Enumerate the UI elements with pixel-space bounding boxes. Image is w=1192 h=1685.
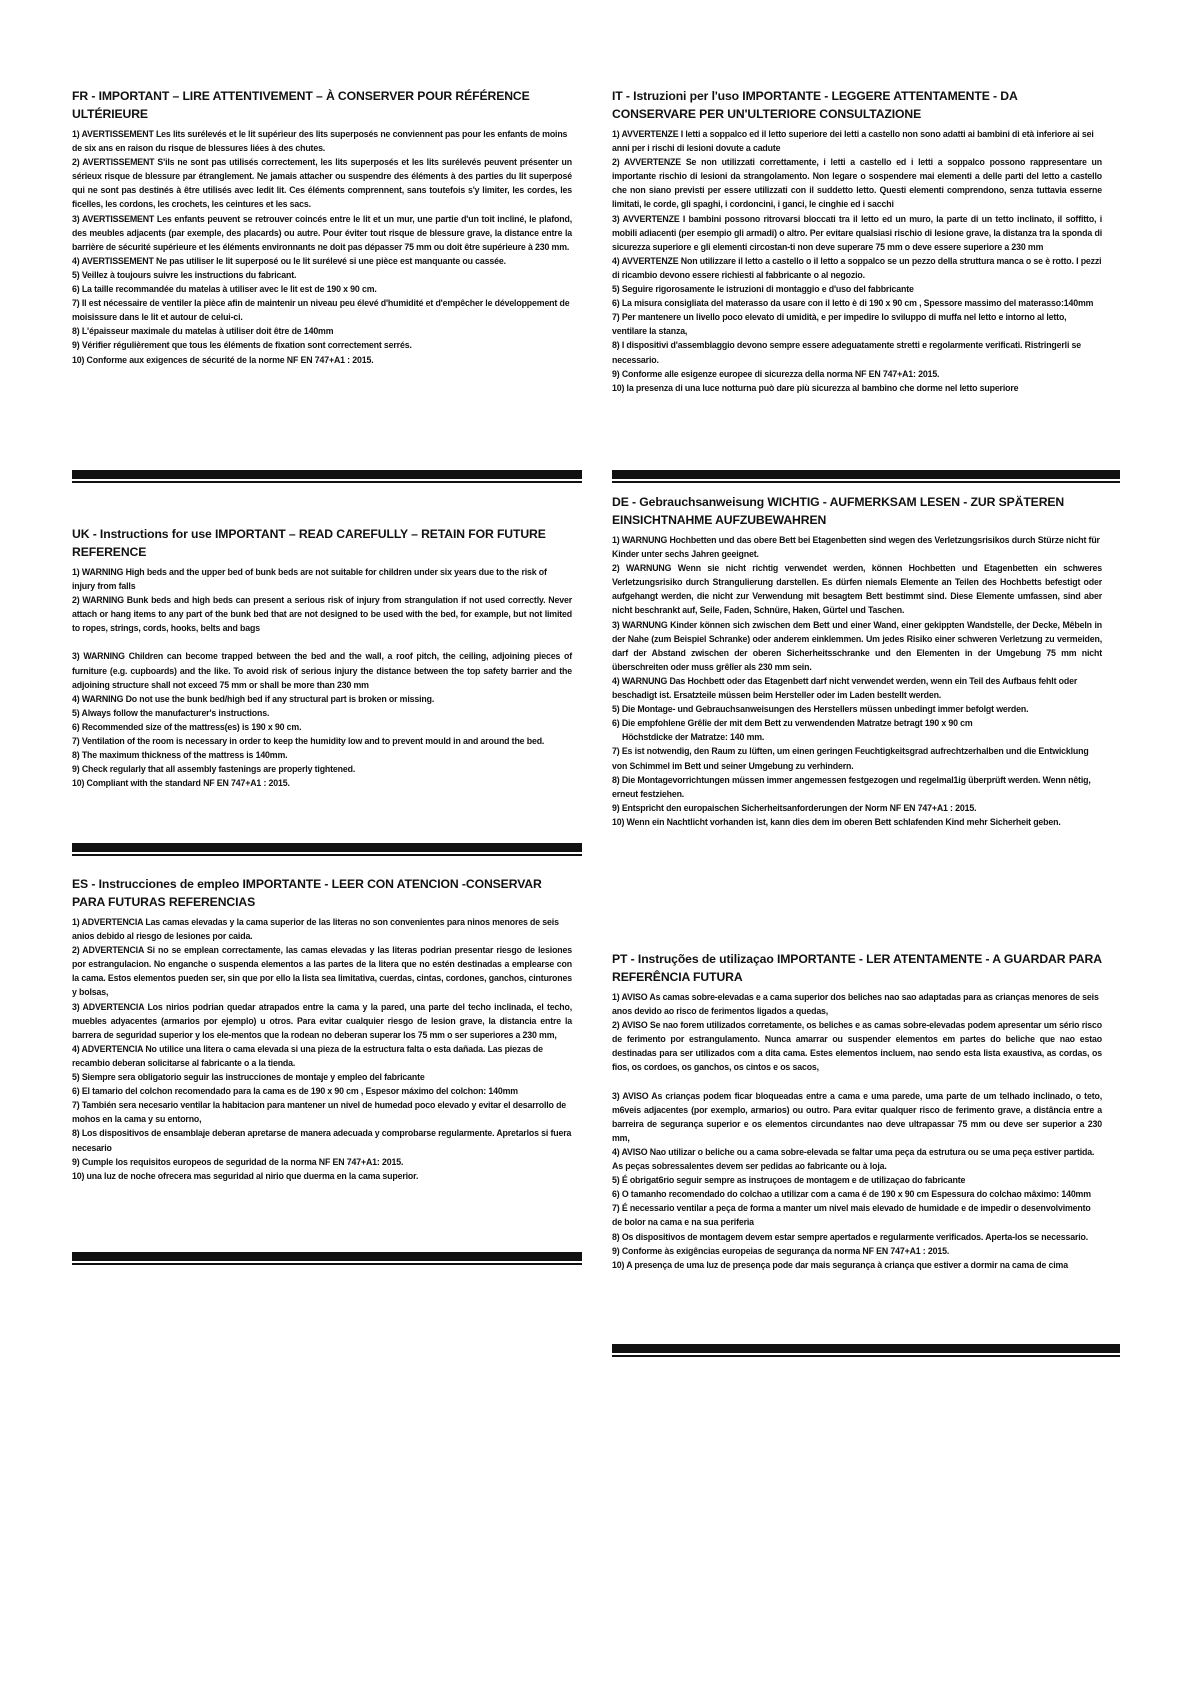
fr-item-10: 10) Conforme aux exigences de sécurité de la norme NF EN 747+A1 : 2015.: [72, 354, 374, 365]
de-item-1: 1) WARNUNG Hochbetten und das obere Bett bei Etagenbetten sind wegen des Verletzungsrisikos durch Stürze nicht für Kinder unter sechs Jahren geeignet.: [612, 535, 1100, 560]
de-item-4: 4) WARNUNG Das Hochbett oder das Etagenbett darf nicht verwendet werden, wenn ein Teil des Aufbaus fehlt oder beschadigt ist. Ersatzteile müssen beim Hersteller oder im Laden bestellt werden.: [612, 675, 1078, 701]
pt-item-1: 1) AVISO As camas sobre-elevadas e a cama superior dos beliches nao sao adaptadas para as crianças menores de seis anos devido ao risco de ferimentos ligados a quedas,: [612, 992, 1099, 1017]
uk-item-4: 4) WARNING Do not use the bunk bed/high bed if any structural part is broken or missing.: [72, 693, 435, 704]
divider-pt: [612, 1344, 1120, 1353]
pt-item-9: 9) Conforme às exigências europeias de segurança da norma NF EN 747+A1 : 2015.: [612, 1245, 950, 1256]
es-item-9: 9) Cumple los requisitos europeos de seguridad de la norma NF EN 747+A1: 2015.: [72, 1156, 404, 1167]
uk-item-7: 7) Ventilation of the room is necessary in order to keep the humidity low and to prevent mould in and around the bed.: [72, 736, 545, 747]
pt-item-3: 3) AVISO As crianças podem ficar bloqueadas entre a cama e uma parede, uma parte de um telhado inclinado, o teto, m6veis adjacentes (por exemplo, armarios) ou outro. Para evitar qualquer risco de ferimento grave, a distância entre a barreira de segurança superior e os elementos circundantes nao deve ultrapassar 75 mm ou deve ser superior a 230 mm,: [612, 1090, 1102, 1143]
de-item-10: 10) Wenn ein Nachtlicht vorhanden ist, kann dies dem im oberen Bett schlafenden Kind mehr Sicherheit geben.: [612, 816, 1061, 827]
section-it-title: IT - Istruzioni per l'uso IMPORTANTE - LEGGERE ATTENTAMENTE - DA CONSERVARE PER UN'ULTERIORE CONSULTAZIONE: [612, 89, 1018, 121]
divider-fr: [72, 470, 582, 479]
es-item-8: 8) Los dispositivos de ensamblaje deberan apretarse de manera adecuada y comprobarse regularmente. Apretarlos si fuera necesario: [72, 1128, 572, 1153]
fr-item-3: 3) AVERTISSEMENT Les enfants peuvent se retrouver coincés entre le lit et un mur, une partie d'un toit incliné, le plafond, des meubles adjacents (par exemple, des placards) ou autre. Pour éviter tout risque de blessure grave, la distance entre la barrière de sécurité supérieure et les éléments environnants ne doit pas dépasser 75 mm ou doit être supérieure à 230 mm.: [72, 213, 572, 252]
de-item-5: 5) Die Montage- und Gebrauchsanweisungen des Herstellers müssen unbedingt immer befolgt werden.: [612, 704, 1029, 715]
es-item-6: 6) El tamario del colchon recomendado para la cama es de 190 x 90 cm , Espesor máximo del colchon: 140mm: [72, 1086, 518, 1097]
uk-item-3: 3) WARNING Children can become trapped between the bed and the wall, a roof pitch, the ceiling, adjoining pieces of furniture (e.g. cupboards) and the like. To avoid risk of serious injury the distance between the top safety barrier and the adjoining structure shall not exceed 75 mm or shall be more than 230 mm: [72, 651, 572, 690]
es-item-2: 2) ADVERTENCIA Si no se emplean correctamente, las camas elevadas y las literas podrian presentar riesgo de lesiones por estrangulacion. No enganche o suspenda elementos a las partes de la litera que no estén destinadas a emplearse con la cama. Estos elementos pueden ser, sin que por ello la lista sea limitativa, cuerdas, cintas, cordones, ganchos, cinturones y bolsas,: [72, 945, 572, 998]
de-item-6-note: Höchstdicke der Matratze: 140 mm.: [622, 732, 765, 743]
section-es: [72, 875, 572, 1183]
pt-item-6: 6) O tamanho recomendado do colchao a utilizar com a cama é de 190 x 90 cm Espessura do colchao mâximo: 140mm: [612, 1189, 1091, 1200]
uk-item-2: 2) WARNING Bunk beds and high beds can present a serious risk of injury from strangulation if not used correctly. Never attach or hang items to any part of the bunk bed that are not designed to be used with the bed, for example, but not limited to ropes, strings, cords, hooks, belts and bags: [72, 595, 572, 634]
section-pt: [612, 950, 1102, 1272]
uk-item-9: 9) Check regularly that all assembly fastenings are properly tightened.: [72, 764, 356, 775]
fr-item-4: 4) AVERTISSEMENT Ne pas utiliser le lit superposé ou le lit surélevé si une pièce est manquante ou cassée.: [72, 255, 506, 266]
pt-item-8: 8) Os dispositivos de montagem devem estar sempre apertados e regularmente verificados. Aperta-los se necessario.: [612, 1231, 1089, 1242]
fr-item-9: 9) Vérifier régulièrement que tous les éléments de fixation sont correctement serrés.: [72, 340, 412, 351]
it-item-5: 5) Seguire rigorosamente le istruzioni di montaggio e d'uso del fabbricante: [612, 284, 914, 295]
fr-item-2: 2) AVERTISSEMENT S'ils ne sont pas utilisés correctement, les lits superposés et les lits surélevés peuvent présenter un sérieux risque de blessure par étranglement. Ne jamais attacher ou suspendre des éléments à des parties du lit superposé qui ne sont pas destinés à être utilisés avec ledit lit. Ces éléments comprennent, sans toutefois s'y limiter, les cordes, les ficelles, les cordons, les crochets, les ceintures et les sacs.: [72, 157, 572, 210]
es-item-7: 7) También sera necesario ventilar la habitacion para mantener un nivel de humedad poco elevado y evitar el desarrollo de mohos en la cama y su entorno,: [72, 1100, 567, 1125]
section-fr-title: FR - IMPORTANT – LIRE ATTENTIVEMENT – À CONSERVER POUR RÉFÉRENCE ULTÉRIEURE: [72, 89, 530, 121]
de-item-7: 7) Es ist notwendig, den Raum zu lüften, um einen geringen Feuchtigkeitsgrad aufrechtzerhalben und die Entwicklung von Schimmel im Bett und seiner Umgebung zu verhindern.: [612, 746, 1089, 771]
section-it: [612, 87, 1102, 395]
it-item-7: 7) Per mantenere un livello poco elevato di umidità, e per impedire lo sviluppo di muffa nel letto e intorno al letto, ventilare la stanza,: [612, 312, 1067, 337]
fr-item-8: 8) L'épaisseur maximale du matelas à utiliser doit être de 140mm: [72, 326, 334, 337]
it-item-4: 4) AVVERTENZE Non utilizzare il letto a castello o il letto a soppalco se un pezzo della struttura manca o se è rotto. I pezzi di ricambio devono essere richiesti al fabbricante o al negozio.: [612, 255, 1102, 280]
fr-item-1: 1) AVERTISSEMENT Les lits surélevés et le lit supérieur des lits superposés ne conviennent pas pour les enfants de moins de six ans en raison du risque de blessures liées à des chutes.: [72, 129, 568, 154]
divider-uk: [72, 843, 582, 852]
section-uk: [72, 525, 572, 790]
it-item-10: 10) la presenza di una luce notturna può dare più sicurezza al bambino che dorme nel letto superiore: [612, 382, 1019, 393]
uk-item-10: 10) Compliant with the standard NF EN 747+A1 : 2015.: [72, 778, 290, 789]
de-item-9: 9) Entspricht den europaischen Sicherheitsanforderungen der Norm NF EN 747+A1 : 2015.: [612, 802, 977, 813]
section-de: [612, 493, 1102, 829]
de-item-2: 2) WARNUNG Wenn sie nicht richtig verwendet werden, können Hochbetten und Etagenbetten ein schweres Verletzungsrisiko durch Strangulierung darstellen. Es dürfen niemals Elemente an Teilen des Hochbetts befestigt oder aufgehangt werden, die nicht zur Verwendung mit besagtem Bett bestimmt sind. Diese Elemente umfassen, sind aber nicht beschrankt auf, Seile, Faden, Schnüre, Haken, Gürtel und Taschen.: [612, 563, 1102, 616]
it-item-9: 9) Conforme alle esigenze europee di sicurezza della norma NF EN 747+A1: 2015.: [612, 368, 940, 379]
divider-es: [72, 1252, 582, 1261]
section-de-title: DE - Gebrauchsanweisung WICHTIG - AUFMERKSAM LESEN - ZUR SPÄTEREN EINSICHTNAHME AUFZUBEWAHREN: [612, 495, 1065, 527]
es-item-4: 4) ADVERTENCIA No utilice una litera o cama elevada si una pieza de la estructura falta o esta dañada. Las piezas de recambio deberan solicitarse al fabricante o a la tienda.: [72, 1043, 543, 1068]
de-item-3: 3) WARNUNG Kinder können sich zwischen dem Bett und einer Wand, einer gekippten Wandstelle, der Decke, Mêbeln in der Nahe (zum Beispiel Schranke) oder anderem einklemmen. Um jedes Risiko einer schweren Verletzung zu vermeiden, darf der Abstand zwischen der oberen Sicherheitsschranke und den Elementen in der Umgebung 75 mm nicht überschreiten oder muss grêlîer als 230 mm sein.: [612, 619, 1102, 672]
fr-item-5: 5) Veillez à toujours suivre les instructions du fabricant.: [72, 269, 297, 280]
it-item-2: 2) AVVERTENZE Se non utilizzati correttamente, i letti a castello ed i letti a soppalco possono rappresentare un importante rischio di lesioni da strangolamento. Non legare o sospendere mai elementi a delle parti del letto a castello che non siano previsti per essere utilizzati con il suddetto letto. Questi elementi comprendono, senza tuttavia esserne limitati, le corde, gli spaghi, i cordoncini, i ganci, le cinghie ed i sacchi: [612, 157, 1102, 210]
section-uk-title: UK - Instructions for use IMPORTANT – READ CAREFULLY – RETAIN FOR FUTURE REFERENCE: [72, 527, 546, 559]
it-item-1: 1) AVVERTENZE I letti a soppalco ed il letto superiore dei letti a castello non sono adatti ai bambini di età inferiore ai sei anni per i rischi di lesioni dovute a cadute: [612, 129, 1094, 154]
de-item-6: 6) Die empfohlene Grêlîe der mit dem Bett zu verwendenden Matratze betragt 190 x 90 cm: [612, 718, 973, 729]
uk-item-6: 6) Recommended size of the mattress(es) is 190 x 90 cm.: [72, 721, 302, 732]
uk-item-8: 8) The maximum thickness of the mattress is 140mm.: [72, 750, 288, 761]
section-pt-title: PT - Instruções de utilizaçao IMPORTANTE - LER ATENTAMENTE - A GUARDAR PARA REFERÊNCIA FUTURA: [612, 952, 1102, 984]
section-fr: [72, 87, 572, 367]
pt-item-5: 5) É obrigat6rio seguir sempre as instruçoes de montagem e de utilizaçao do fabricante: [612, 1175, 966, 1186]
es-item-3: 3) ADVERTENCIA Los nirios podrian quedar atrapados entre la cama y la pared, una parte del techo inclinada, el techo, muebles adyacentes (armarios por ejemplo) u otros. Para evitar cualquier riesgo de lesion grave, la distancia entre la barrera de seguridad superior y los ele-mentos que la rodean no deberan superar los 75 mm o ser superiores a 230 mm,: [72, 1001, 572, 1040]
es-item-10: 10) una luz de noche ofrecera mas seguridad al nirio que duerma en la cama superior.: [72, 1170, 419, 1181]
uk-item-1: 1) WARNING High beds and the upper bed of bunk beds are not suitable for children under six years due to the risk of injury from falls: [72, 567, 547, 592]
pt-item-10: 10) A presença de uma luz de presença pode dar mais segurança à criança que estiver a dormir na cama de cima: [612, 1259, 1068, 1270]
section-es-title: ES - Instrucciones de empleo IMPORTANTE - LEER CON ATENCION -CONSERVAR PARA FUTURAS REFERENCIAS: [72, 877, 542, 909]
it-item-6: 6) La misura consigliata del materasso da usare con il letto è di 190 x 90 cm , Spessore massimo del materasso:140mm: [612, 298, 1094, 309]
uk-item-5: 5) Always follow the manufacturer's instructions.: [72, 707, 270, 718]
it-item-3: 3) AVVERTENZE I bambini possono ritrovarsi bloccati tra il letto ed un muro, la parte di un tetto inclinato, il soffitto, i mobili adiacenti (per esempio gli armadi) o altro. Per evitare qualsiasi rischio di lesione grave, la distanza tra la sponda di sicurezza superiore e gli elementi circostan-ti non deve superare 75 mm o deve essere superiore a 230 mm: [612, 213, 1102, 252]
pt-item-7: 7) É necessario ventilar a peça de forma a manter um nivel mais elevado de humidade e de impedir o desenvolvimento de bolor na cama e na sua periferia: [612, 1203, 1091, 1228]
es-item-5: 5) Siempre sera obligatorio seguir las instrucciones de montaje y empleo del fabricante: [72, 1072, 425, 1083]
divider-it: [612, 470, 1120, 479]
de-item-8: 8) Die Montagevorrichtungen müssen immer angemessen festgezogen und regelmal1ig überprüft werden. Wenn nêtig, erneut festziehen.: [612, 774, 1091, 799]
fr-item-7: 7) Il est nécessaire de ventiler la pièce afin de maintenir un niveau peu élevé d'humidité et d'empêcher le développement de moisissure dans le lit et autour de celui-ci.: [72, 298, 570, 323]
it-item-8: 8) I dispositivi d'assemblaggio devono sempre essere adeguatamente stretti e regolarmente verificati. Ristringerli se necessario.: [612, 340, 1082, 365]
fr-item-6: 6) La taille recommandée du matelas à utiliser avec le lit est de 190 x 90 cm.: [72, 284, 377, 295]
es-item-1: 1) ADVERTENCIA Las camas elevadas y la cama superior de las literas no son convenientes para ninos menores de seis anios debido al riesgo de lesiones por caida.: [72, 917, 559, 942]
pt-item-2: 2) AVISO Se nao forem utilizados corretamente, os beliches e as camas sobre-elevadas podem apresentar um sério risco de ferimento por estrangulamento. Nunca amarrar ou suspender elementos em partes do beliche que nao estao destinadas para ser utilizados com a dita cama. Estes elementos incluem, nao sendo esta lista exaustiva, as cordas, os fios, os cordoes, os ganchos, os cintos e os sacos,: [612, 1020, 1102, 1073]
pt-item-4: 4) AVISO Nao utilizar o beliche ou a cama sobre-elevada se faltar uma peça da estrutura ou se uma peça estiver partida. As peças sobressalentes devem ser pedidas ao fabricante ou à loja.: [612, 1146, 1095, 1172]
